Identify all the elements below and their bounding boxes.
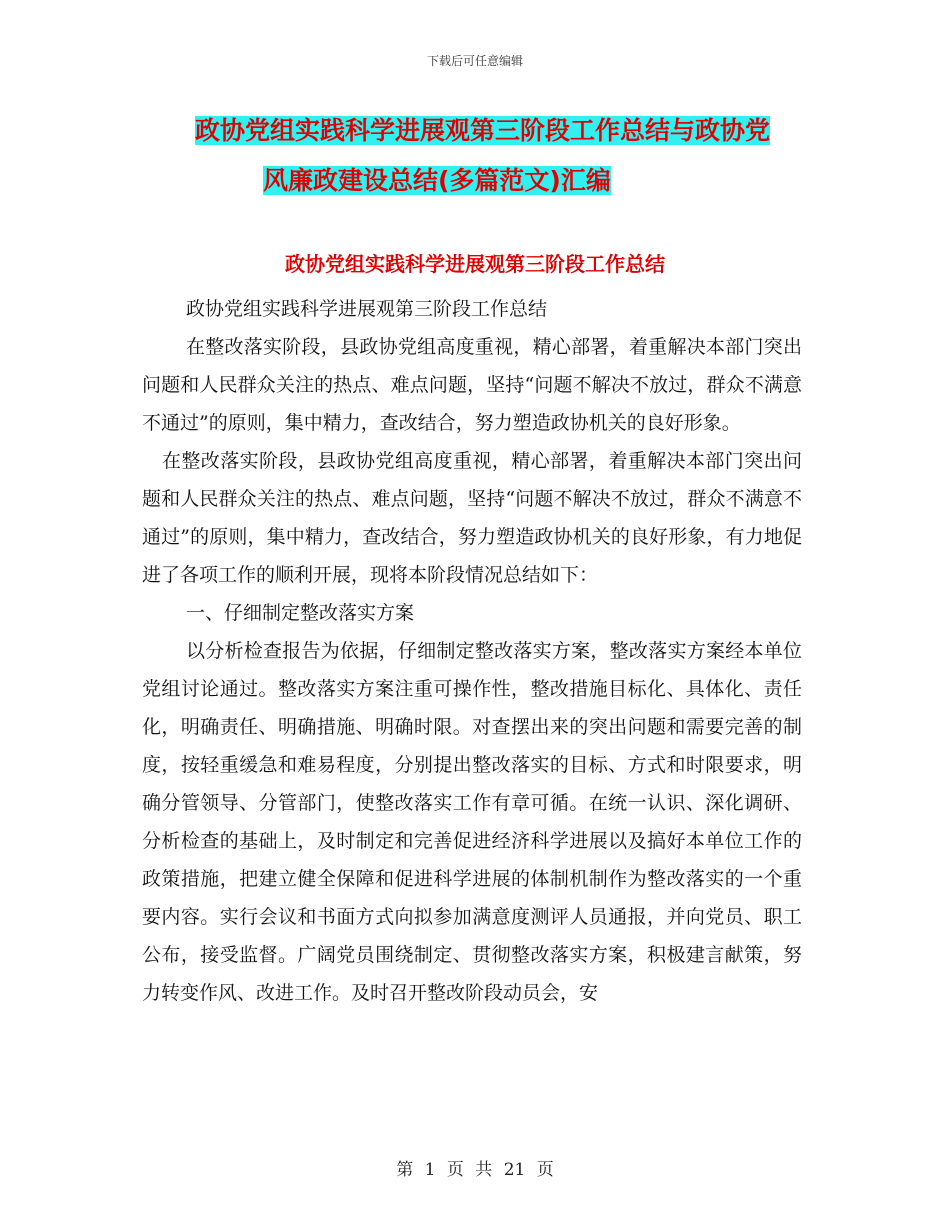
page-number-footer: 第 1 页 共 21 页 xyxy=(396,1160,554,1180)
paragraph-subtitle: 政协党组实践科学进展观第三阶段工作总结 xyxy=(186,298,548,320)
document-body xyxy=(142,290,802,1012)
header-note: 下载后可任意编辑 xyxy=(426,54,523,68)
heading-1: 一、仔细制定整改落实方案 xyxy=(186,602,415,624)
section-title: 政协党组实践科学进展观第三阶段工作总结 xyxy=(285,252,665,276)
paragraph-1: 在整改落实阶段，县政协党组高度重视，精心部署，着重解决本部门突出问题和人民群众关注的热点、难点问题，坚持“问题不解决不放过，群众不满意不通过”的原则，集中精力，查改结合，努力塑造政协机关的良好形象。 xyxy=(142,336,802,434)
paragraph-2: 在整改落实阶段，县政协党组高度重视，精心部署，着重解决本部门突出问题和人民群众关注的热点、难点问题，坚持“问题不解决不放过，群众不满意不通过”的原则，集中精力，查改结合，努力塑造政协机关的良好形象，有力地促进了各项工作的顺利开展，现将本阶段情况总结如下： xyxy=(142,450,802,586)
document-title-line-1: 政协党组实践科学进展观第三阶段工作总结与政协党 xyxy=(195,116,771,145)
document-title-line-2: 风廉政建设总结(多篇范文)汇编 xyxy=(263,166,611,195)
paragraph-3: 以分析检查报告为依据，仔细制定整改落实方案，整改落实方案经本单位党组讨论通过。整改落实方案注重可操作性，整改措施目标化、具体化、责任化，明确责任、明确措施、明确时限。对查摆出来的突出问题和需要完善的制度，按轻重缓急和难易程度，分别提出整改落实的目标、方式和时限要求，明确分管领导、分管部门，使整改落实工作有章可循。在统一认识、深化调研、分析检查的基础上，及时制定和完善促进经济科学进展以及搞好本单位工作的政策措施，把建立健全保障和促进科学进展的体制机制作为整改落实的一个重要内容。实行会议和书面方式向拟参加满意度测评人员通报，并向党员、职工公布，接受监督。广阔党员围绕制定、贯彻整改落实方案，积极建言献策，努力转变作风、改进工作。及时召开整改阶段动员会，安 xyxy=(142,640,802,1004)
document-title xyxy=(195,106,815,206)
